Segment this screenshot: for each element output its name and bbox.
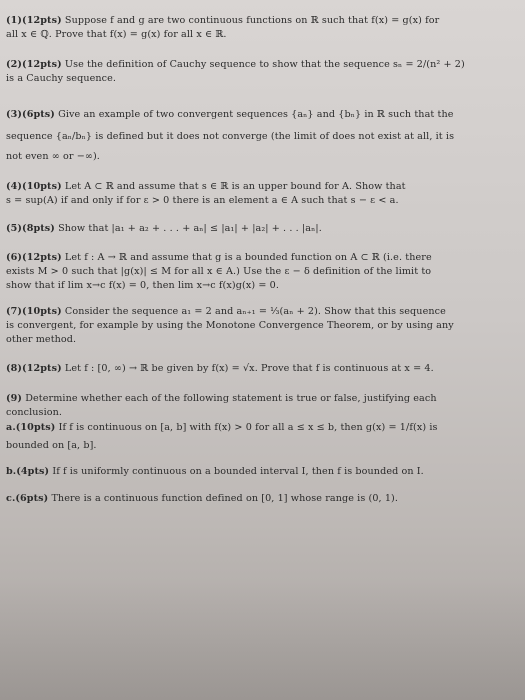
problem-text: Show that |a₁ + a₂ + . . . + aₙ| ≤ |a₁| + |a₂| + . . . |aₙ|. — [58, 223, 322, 234]
problem-text: Let f : [0, ∞) → ℝ be given by f(x) = √x. Prove that f is continuous at x = 4. — [64, 363, 434, 374]
problem-label: (3)(6pts) — [6, 109, 55, 120]
problem-text: all x ∈ ℚ. Prove that f(x) = g(x) for all x ∈ ℝ. — [6, 29, 227, 40]
problem-label: (4)(10pts) — [6, 181, 62, 192]
problem-label: (5)(8pts) — [6, 223, 55, 234]
problem-text: Let f : A → ℝ and assume that g is a bounded function on A ⊂ ℝ (i.e. there — [64, 252, 432, 263]
problem-9c — [6, 492, 398, 506]
problem-6 — [6, 251, 432, 293]
problem-text: Consider the sequence a₁ = 2 and aₙ₊₁ = ⅓(aₙ + 2). Show that this sequence — [64, 306, 446, 317]
problem-label: (6)(12pts) — [6, 252, 62, 263]
problem-label: (8)(12pts) — [6, 363, 62, 374]
problem-text: If f is uniformly continuous on a bounded interval I, then f is bounded on I. — [52, 466, 424, 477]
problem-text: not even ∞ or −∞). — [6, 151, 100, 162]
problem-9b — [6, 465, 424, 479]
problem-text: is a Cauchy sequence. — [6, 73, 117, 84]
problem-1 — [6, 14, 439, 42]
problem-text: Let A ⊂ ℝ and assume that s ∈ ℝ is an upper bound for A. Show that — [64, 181, 406, 192]
problem-label: a.(10pts) — [6, 422, 56, 433]
problem-8 — [6, 362, 434, 376]
problem-4 — [6, 180, 406, 208]
problem-text: bounded on [a, b]. — [6, 440, 97, 451]
problem-7 — [6, 305, 454, 347]
problem-text: is convergent, for example by using the Monotone Convergence Theorem, or by using any — [6, 320, 454, 331]
problem-5 — [6, 222, 322, 236]
problem-text: s = sup(A) if and only if for ε > 0 there is an element a ∈ A such that s − ε < a. — [6, 195, 399, 206]
problem-3 — [6, 108, 454, 164]
problem-text: Suppose f and g are two continuous functions on ℝ such that f(x) = g(x) for — [64, 15, 440, 26]
problem-label: (9) — [6, 393, 23, 404]
problem-label: (1)(12pts) — [6, 15, 62, 26]
problem-label: c.(6pts) — [6, 493, 49, 504]
problem-text: sequence {aₙ/bₙ} is defined but it does not converge (the limit of does not exist at all, it is — [6, 131, 455, 142]
problem-text: exists M > 0 such that |g(x)| ≤ M for all x ∈ A.) Use the ε − δ definition of the limit to — [6, 266, 432, 277]
problem-text: conclusion. — [6, 407, 63, 418]
problem-label: b.(4pts) — [6, 466, 50, 477]
problem-text: Give an example of two convergent sequences {aₙ} and {bₙ} in ℝ such that the — [58, 109, 454, 120]
problem-text: Determine whether each of the following statement is true or false, justifying each — [25, 393, 437, 404]
problem-9a — [6, 421, 438, 453]
problem-text: There is a continuous function defined on [0, 1] whose range is (0, 1). — [51, 493, 399, 504]
problem-text: If f is continuous on [a, b] with f(x) > 0 for all a ≤ x ≤ b, then g(x) = 1/f(x) is — [58, 422, 438, 433]
problem-label: (7)(10pts) — [6, 306, 62, 317]
problem-text: Use the definition of Cauchy sequence to show that the sequence sₙ = 2/(n² + 2) — [64, 59, 465, 70]
problem-text: other method. — [6, 334, 77, 345]
problem-2 — [6, 58, 465, 86]
problem-label: (2)(12pts) — [6, 59, 62, 70]
problem-9 — [6, 392, 437, 420]
problem-text: show that if lim x→c f(x) = 0, then lim x→c f(x)g(x) = 0. — [6, 280, 279, 291]
